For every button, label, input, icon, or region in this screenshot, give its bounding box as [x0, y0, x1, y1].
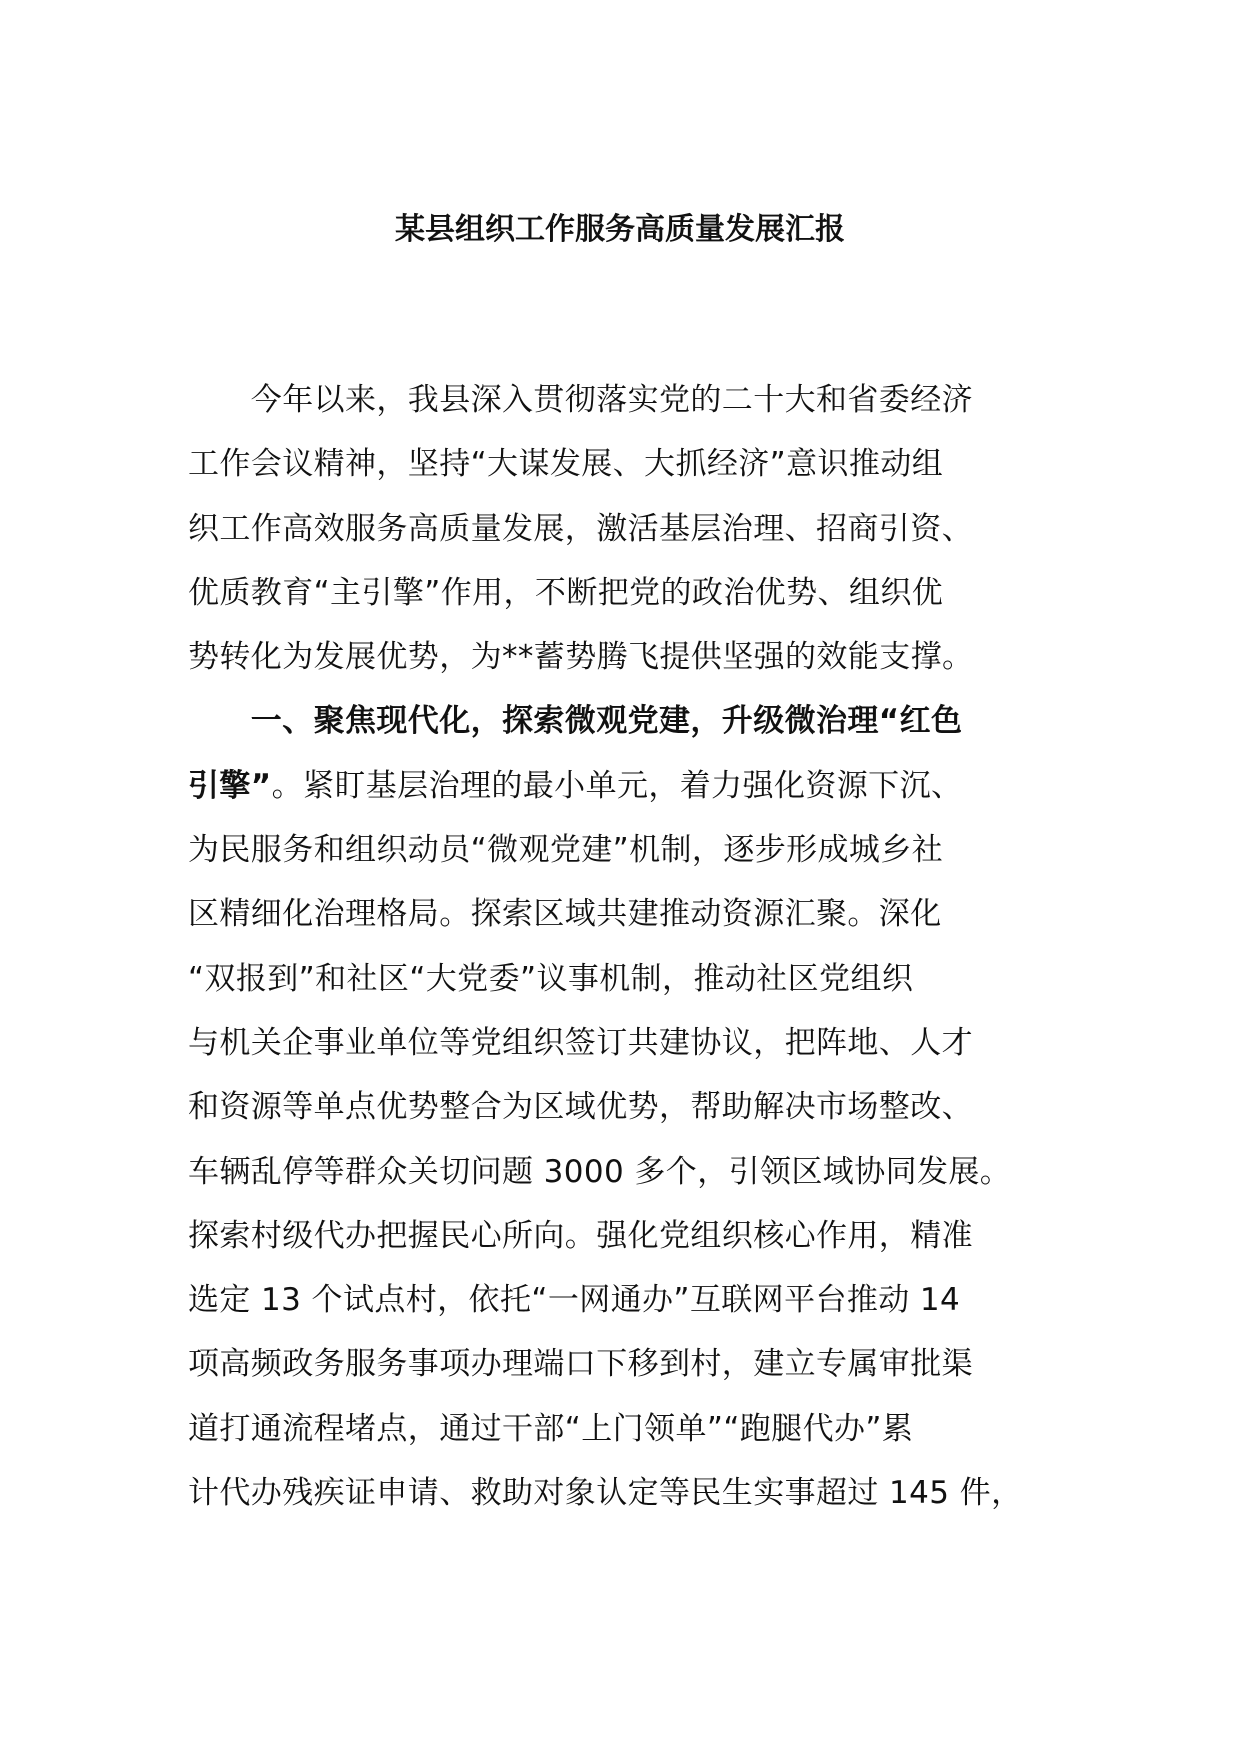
section-heading-line: [188, 689, 1088, 753]
section-text: 。紧盯基层治理的最小单元，着力强化资源下沉、: [271, 767, 963, 804]
section-heading: 一、聚焦现代化，探索微观党建，升级微治理“红色: [188, 703, 963, 740]
section-line: 探索村级代办把握民心所向。强化党组织核心作用，精准: [188, 1217, 973, 1254]
section-heading-end: 引擎”: [188, 767, 272, 804]
section-line: 和资源等单点优势整合为区域优势，帮助解决市场整改、: [188, 1089, 973, 1126]
document-body: [188, 368, 1088, 1525]
paragraph-line: 织工作高效服务高质量发展，激活基层治理、招商引资、: [188, 510, 973, 547]
paragraph-line: 优质教育“主引擎”作用，不断把党的政治优势、组织优: [188, 574, 944, 611]
paragraph-line: 今年以来，我县深入贯彻落实党的二十大和省委经济: [188, 382, 973, 418]
document-title: 某县组织工作服务高质量发展汇报: [395, 212, 845, 247]
paragraph-line: 工作会议精神，坚持“大谋发展、大抓经济”意识推动组: [188, 446, 944, 483]
section-line: 区精细化治理格局。探索区域共建推动资源汇聚。深化: [188, 896, 942, 933]
section-line: 选定 13 个试点村，依托“一网通办”互联网平台推动 14: [188, 1282, 961, 1319]
section-line: “双报到”和社区“大党委”议事机制，推动社区党组织: [188, 960, 914, 997]
section-line: 车辆乱停等群众关切问题 3000 多个，引领区域协同发展。: [188, 1153, 1012, 1190]
section-line: [188, 754, 1088, 818]
section-line: 道打通流程堵点，通过干部“上门领单”“跑腿代办”累: [188, 1410, 914, 1447]
section-line: 与机关企事业单位等党组织签订共建协议，把阵地、人才: [188, 1024, 973, 1061]
paragraph-line: 势转化为发展优势，为**蓄势腾飞提供坚强的效能支撑。: [188, 639, 974, 676]
section-line: 为民服务和组织动员“微观党建”机制，逐步形成城乡社: [188, 832, 944, 869]
section-line: 项高频政务服务事项办理端口下移到村，建立专属审批渠: [188, 1346, 973, 1383]
section-line: 计代办残疾证申请、救助对象认定等民生实事超过 145 件，: [188, 1475, 1023, 1512]
